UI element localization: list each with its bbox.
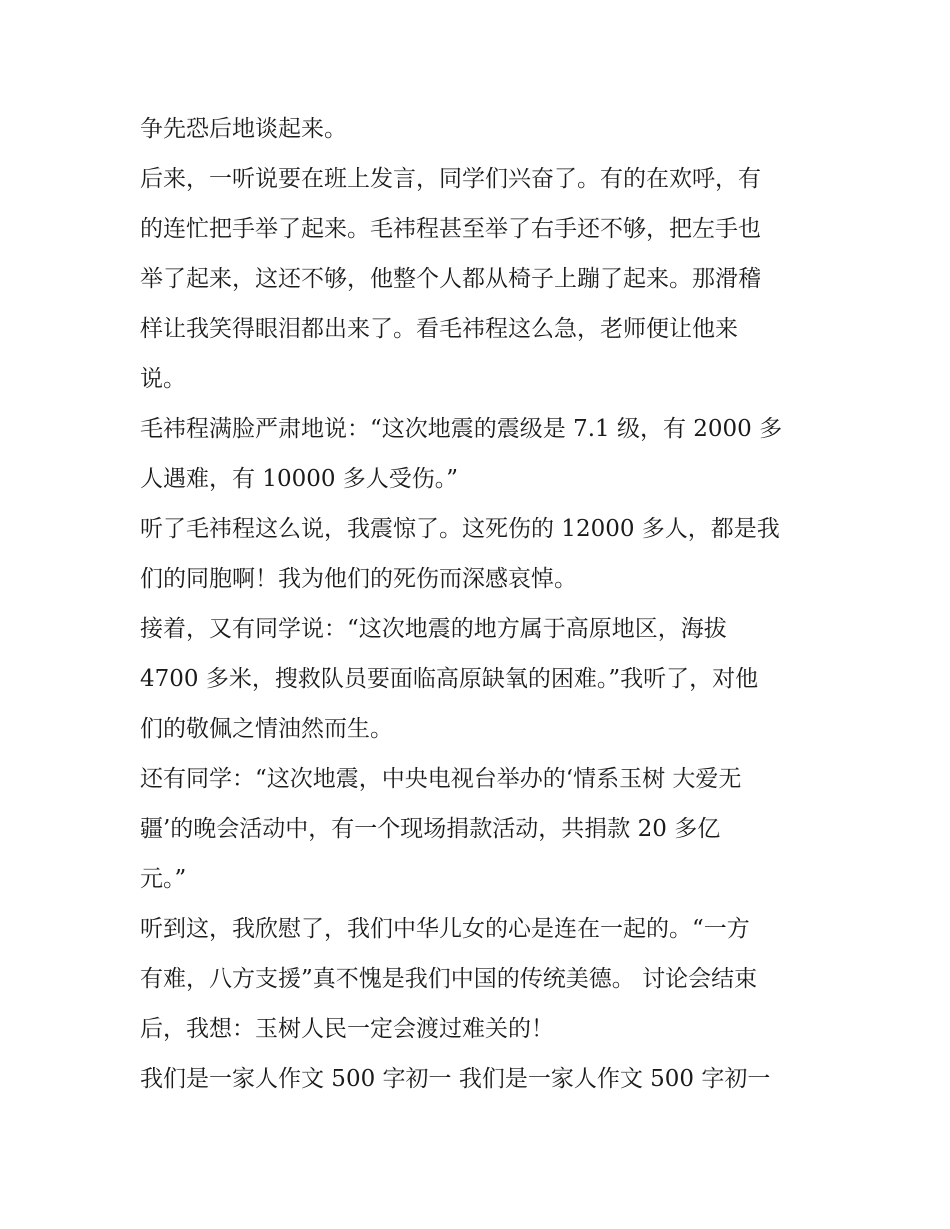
text-line: 后来，一听说要在班上发言，同学们兴奋了。有的在欢呼，有 (140, 166, 761, 192)
text-line: 我们是一家人作文 500 字初一 我们是一家人作文 500 字初一 (140, 1066, 771, 1092)
text-line: 的连忙把手举了起来。毛祎程甚至举了右手还不够，把左手也 (140, 216, 761, 242)
text-line: 举了起来，这还不够，他整个人都从椅子上蹦了起来。那滑稽 (140, 266, 761, 292)
text-line: 说。 (140, 366, 186, 392)
text-line: 元。” (140, 866, 187, 892)
text-line: 接着，又有同学说：“这次地震的地方属于高原地区，海拔 (140, 616, 727, 642)
text-line: 们的同胞啊！我为他们的死伤而深感哀悼。 (140, 566, 577, 592)
text-line: 们的敬佩之情油然而生。 (140, 716, 393, 742)
text-line: 听了毛祎程这么说，我震惊了。这死伤的 12000 多人，都是我 (140, 516, 780, 542)
text-line: 4700 多米，搜救队员要面临高原缺氧的困难。”我听了，对他 (140, 666, 759, 692)
text-line: 毛祎程满脸严肃地说：“这次地震的震级是 7.1 级，有 2000 多 (140, 416, 783, 442)
essay-body (140, 104, 820, 1104)
text-line: 疆’的晚会活动中，有一个现场捐款活动，共捐款 20 多亿 (140, 816, 721, 842)
text-line: 有难，八方支援”真不愧是我们中国的传统美德。 讨论会结束 (140, 966, 758, 992)
text-line: 还有同学：“这次地震，中央电视台举办的‘情系玉树 大爱无 (140, 766, 742, 792)
text-line: 样让我笑得眼泪都出来了。看毛祎程这么急，老师便让他来 (140, 316, 738, 342)
text-line: 争先恐后地谈起来。 (140, 116, 347, 142)
text-line: 后，我想：玉树人民一定会渡过难关的！ (140, 1016, 554, 1042)
text-line: 人遇难，有 10000 多人受伤。” (140, 466, 459, 492)
text-line: 听到这，我欣慰了，我们中华儿女的心是连在一起的。“一方 (140, 916, 750, 942)
